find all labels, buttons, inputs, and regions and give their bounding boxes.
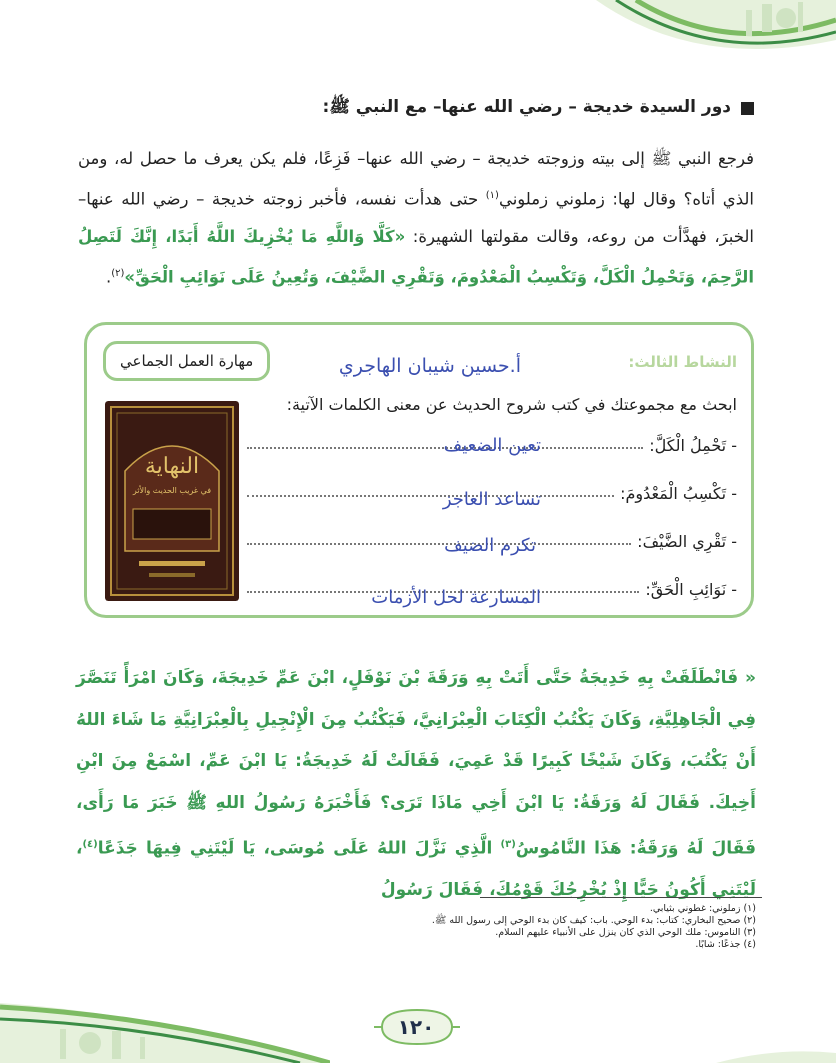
bottom-decoration [0,973,330,1063]
handwritten-author: أ.حسين شيبان الهاجري [338,355,521,377]
book-title: النهاية [144,454,200,479]
footnote-divider [480,897,762,898]
footnote-ref-4: (٤) [82,839,98,850]
top-decoration [576,0,836,90]
hadith-narration [76,658,756,912]
narration-text-2: الَّذِي نَزَّلَ اللهُ عَلَى مُوسَى، يَا لَيْتَنِي فِيهَا جَذَعًا [97,838,501,859]
handwritten-answer: المسارعة لحل الأزمات [371,587,541,608]
footnote-ref-2: (٢) [111,267,125,279]
handwritten-answer: تساعد العاجز [442,489,541,510]
narration-text-3: ، لَيْتَنِي أَكُونُ حَيًّا إِذْ يُخْرِجُكَ قَوْمُكَ، فَقَالَ رَسُولُ [76,838,756,901]
footnote-ref-3: (٣) [500,839,516,850]
footnote: (٢) صحيح البخاري: كتاب: بدء الوحي. باب: كيف كان بدء الوحي إلى رسول الله ﷺ. [431,915,756,926]
bullet-square-icon [741,102,754,115]
paragraph-text-2: حتى هدأت نفسه، فأخبر زوجته خديجة – رضي الله عنها– الخبرَ، فهدَّأت من روعه، وقالت مقولتها الشهيرة: [78,189,754,246]
bottom-right-decoration [716,1023,836,1063]
term-label: - تَكْسِبُ الْمَعْدُومَ: [620,484,737,503]
intro-paragraph [78,140,754,295]
section-heading [74,96,754,121]
handwritten-answer: تكرم الضيف [444,535,536,556]
answer-line[interactable] [247,542,631,545]
footnote: (٤) جذعًا: شابًا. [695,939,756,950]
paragraph-end: . [105,267,112,286]
footnote-ref-1: (١) [485,190,499,201]
footnote: (٣) الناموس: ملك الوحي الذي كان ينزل على الأنبياء عليهم السلام. [495,927,756,938]
page-number: ١٢٠ [397,1015,435,1039]
handwritten-answer: تعين الضعيف [443,435,541,456]
hadith-quote: «كَلَّا وَاللَّهِ مَا يُخْزِيكَ اللَّهُ أَبَدًا، إِنَّكَ لَتَصِلُ الرَّحِمَ، وَتَحْمِلُ الْكَلَّ، وَتَكْسِبُ الْمَعْدُومَ، وَتَقْرِي الضَّيْفَ، وَتُعِينُ عَلَى نَوَائِبِ الْحَقِّ» [78,226,754,286]
footnotes [336,903,756,951]
book-cover-image [105,401,239,601]
paragraph-text-1: فرجع النبي ﷺ إلى بيته وزوجته خديجة – رضي الله عنها– فَزِعًا، فلم يكن يعرف ما حصل له، ومن الذي أتاه؟ وقال لها: زملوني زملوني [78,149,754,209]
term-label: - نَوَائِبِ الْحَقِّ: [645,580,737,599]
skill-badge: مهارة العمل الجماعي [103,341,270,381]
heading-text: دور السيدة خديجة – رضي الله عنها– مع النبي ﷺ: [322,97,731,117]
activity-title: النشاط الثالث: [628,353,737,371]
term-label: - تَحْمِلُ الْكَلَّ: [649,436,737,455]
narration-text-1: « فَانْطَلَقَتْ بِهِ خَدِيجَةُ حَتَّى أَتَتْ بِهِ وَرَقَةَ بْنَ نَوْفَلٍ، ابْنَ عَمِّ خَدِيجَةَ، وَكَانَ امْرَأً تَنَصَّرَ فِي الْجَاهِلِيَّةِ، وَكَانَ يَكْتُبُ الْكِتَابَ الْعِبْرَانِيَّ، فَيَكْتُبُ مِنَ الْإِنْجِيلِ بِالْعِبْرَانِيَّةِ مَا شَاءَ اللهُ أَنْ يَكْتُبَ، وَكَانَ شَيْخًا كَبِيرًا قَدْ عَمِيَ، فَقَالَتْ لَهُ خَدِيجَةُ: يَا ابْنَ عَمِّ، اسْمَعْ مِنَ ابْنِ أَخِيكَ. فَقَالَ لَهُ وَرَقَةُ: يَا ابْنَ أَخِي مَاذَا تَرَى؟ فَأَخْبَرَهُ رَسُولُ اللهِ ﷺ خَبَرَ مَا رَأَى، فَقَالَ لَهُ وَرَقَةُ: هَذَا النَّامُوسُ [76,668,756,859]
activity-box [84,322,754,618]
activity-instruction: ابحث مع مجموعتك في كتب شروح الحديث عن معنى الكلمات الآتية: [286,395,737,414]
term-label: - تَقْرِي الضَّيْفَ: [637,532,737,551]
answer-line[interactable] [247,494,614,497]
footnote: (١) زملوني: غطوني بثيابي. [649,903,756,914]
book-subtitle: في غريب الحديث والأثر [132,486,212,495]
